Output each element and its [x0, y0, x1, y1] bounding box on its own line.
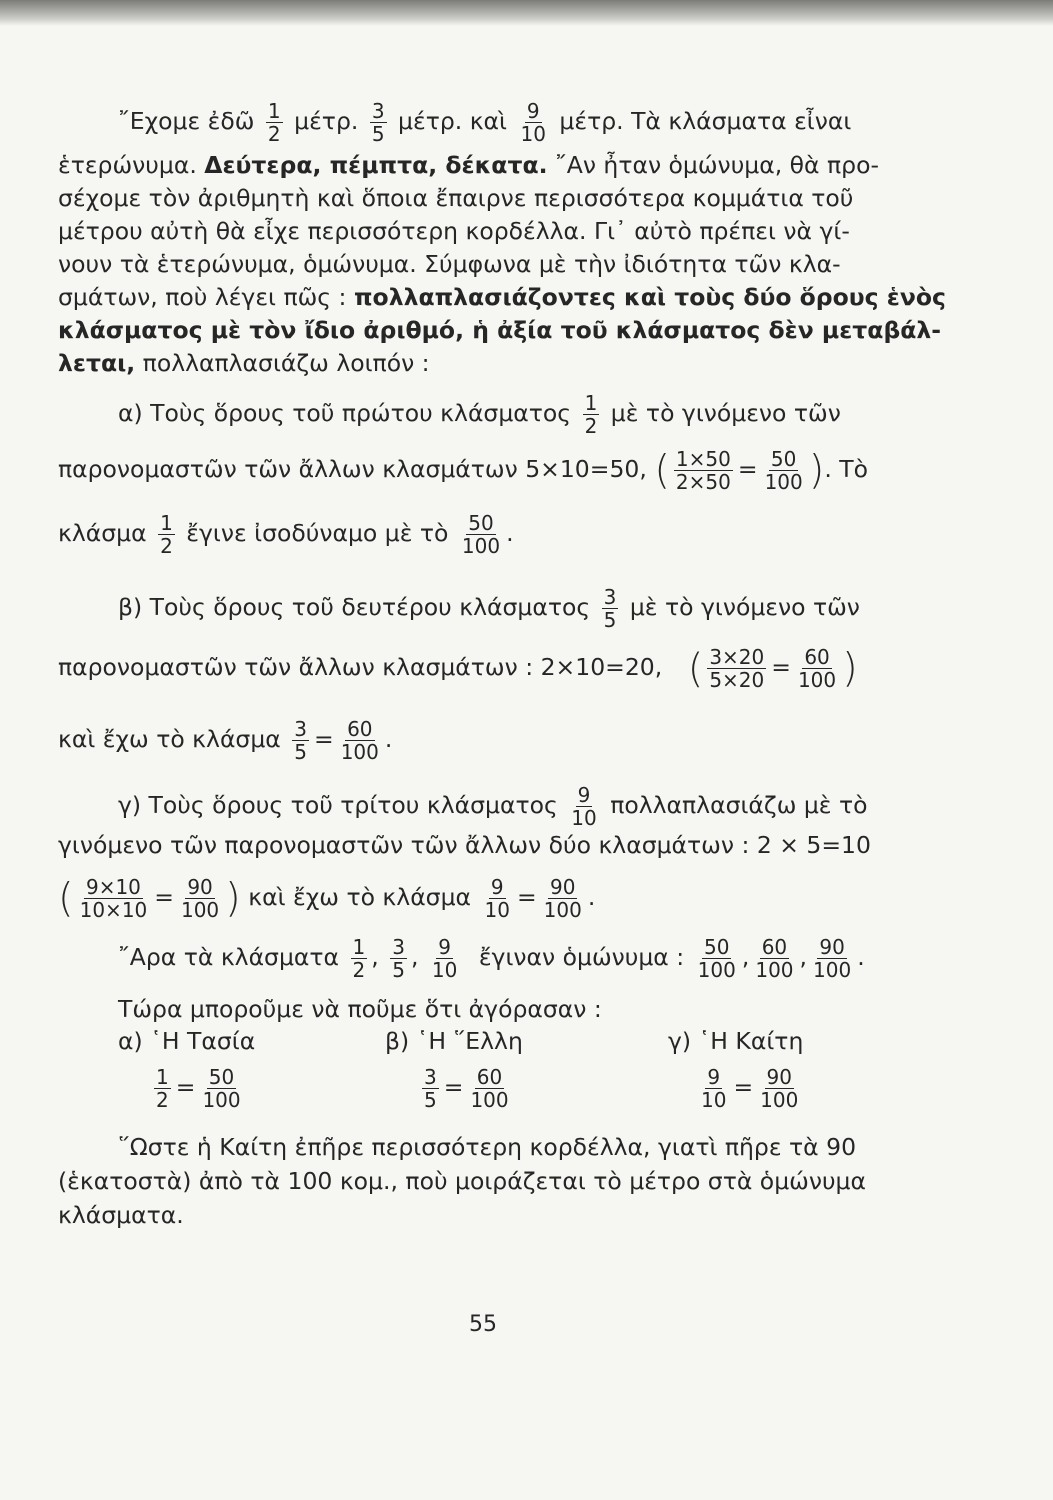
- fraction: $\frac{1}{2}$: [352, 935, 366, 982]
- conclusion-line2: (ἑκατοστὰ) ἀπὸ τὰ 100 κομ., ποὺ μοιράζεται τὸ μέτρο στὰ ὁμώνυμα: [58, 1167, 866, 1195]
- fraction: $\frac{3}{5}$: [371, 99, 385, 146]
- buyer-label: α) ῾Η Τασία: [118, 1027, 256, 1055]
- fraction: $\frac{90}{100}$: [180, 875, 220, 922]
- page-number: 55: [469, 1312, 497, 1337]
- fraction: $\frac{9}{10}$: [484, 875, 510, 922]
- fraction: $\frac{1}{2}$: [584, 391, 598, 438]
- fraction: $\frac{9}{10}$: [520, 99, 546, 146]
- fraction: $\frac{60}{100}$: [340, 717, 379, 764]
- para1-line3: σέχομε τὸν ἀριθμητὴ καὶ ὅποια ἔπαιρνε περισσότερα κομμάτια τοῦ: [58, 184, 854, 212]
- buyer-fractions: $\frac{1}{2}$ = $\frac{50}{100}$: [156, 1065, 241, 1112]
- conclusion-line3: κλάσματα.: [58, 1201, 184, 1229]
- step-b-line3: καὶ ἔχω τὸ κλάσμα $\frac{3}{5}$ = $\frac{60}{100}$ .: [58, 717, 393, 764]
- para1-line5: νουν τὰ ἑτερώνυμα, ὁμώνυμα. Σύμφωνα μὲ τὴν ἰδιότητα τῶν κλα-: [58, 250, 841, 278]
- fraction: $\frac{1}{2}$: [160, 511, 173, 558]
- fraction: $\frac{50}{100}$: [202, 1065, 241, 1112]
- para1-line1: ῎Εχομε ἐδῶ $\frac{1}{2}$ μέτρ. $\frac{3}{5}$ μέτρ. καὶ $\frac{9}{10}$ μέτρ. Τὰ κλάσματα εἶναι: [118, 99, 852, 146]
- now-line: Τώρα μποροῦμε νὰ ποῦμε ὅτι ἀγόρασαν :: [118, 995, 602, 1023]
- para1-line6: σμάτων, ποὺ λέγει πῶς : πολλαπλασιάζοντες καὶ τοὺς δύο ὅρους ἑνὸς: [58, 283, 946, 311]
- fraction: $\frac{90}{100}$: [543, 875, 582, 922]
- step-c-line1: γ) Τοὺς ὅρους τοῦ τρίτου κλάσματος $\frac{9}{10}$ πολλαπλασιάζω μὲ τὸ: [118, 783, 868, 830]
- fraction: $\frac{3}{5}$: [294, 717, 307, 764]
- fraction: $\frac{9}{10}$: [431, 935, 458, 982]
- fraction: $\frac{3\times 20}{5\times 20}$: [709, 645, 765, 692]
- para1-line7: κλάσματος μὲ τὸν ἴδιο ἀριθμό, ἡ ἀξία τοῦ κλάσματος δὲν μεταβάλ-: [58, 316, 942, 344]
- fraction: $\frac{9}{10}$: [571, 783, 597, 830]
- fraction: $\frac{1}{2}$: [267, 99, 281, 146]
- fraction: $\frac{50}{100}$: [461, 511, 501, 558]
- fraction: $\frac{60}{100}$: [797, 645, 837, 692]
- fraction: $\frac{3}{5}$: [392, 935, 405, 982]
- fraction: $\frac{90}{100}$: [760, 1065, 799, 1112]
- buyer-label: γ) ῾Η Καίτη: [668, 1027, 804, 1055]
- fraction: $\frac{3}{5}$: [424, 1065, 437, 1112]
- fraction: $\frac{90}{100}$: [813, 935, 852, 982]
- step-a-line3: κλάσμα $\frac{1}{2}$ ἔγινε ἰσοδύναμο μὲ τὸ $\frac{50}{100}$ .: [58, 511, 514, 558]
- step-a-line2: παρονομαστῶν τῶν ἄλλων κλασμάτων 5×10=50, ( $\frac{1\times 50}{2\times 50}$ = $\frac{50}{100}$ ). Τὸ: [58, 447, 869, 494]
- buyer-fractions: $\frac{9}{10}$ = $\frac{90}{100}$: [701, 1065, 799, 1112]
- fraction: $\frac{60}{100}$: [470, 1065, 509, 1112]
- para1-line8: λεται, πολλαπλασιάζω λοιπόν :: [58, 349, 430, 377]
- fraction: $\frac{9}{10}$: [701, 1065, 727, 1112]
- para1-line4: μέτρου αὐτὴ θὰ εἶχε περισσότερη κορδέλλα. Γι᾿ αὐτὸ πρέπει νὰ γί-: [58, 217, 850, 245]
- step-b-line1: β) Τοὺς ὅρους τοῦ δευτέρου κλάσματος $\frac{3}{5}$ μὲ τὸ γινόμενο τῶν: [118, 585, 860, 632]
- step-c-line3: ( $\frac{9\times 10}{10\times 10}$ = $\frac{90}{100}$ ) καὶ ἔχω τὸ κλάσμα $\frac{9}{10}$ = $\frac{90}{100}$ .: [58, 875, 596, 922]
- para1-line2: ἑτερώνυμα. Δεύτερα, πέμπτα, δέκατα. ῎Αν ἦταν ὁμώνυμα, θὰ προ-: [58, 151, 879, 179]
- buyer-fractions: $\frac{3}{5}$ = $\frac{60}{100}$: [424, 1065, 509, 1112]
- step-c-line2: γινόμενο τῶν παρονομαστῶν τῶν ἄλλων δύο κλασμάτων : 2 × 5=10: [58, 831, 871, 859]
- fraction: $\frac{60}{100}$: [755, 935, 794, 982]
- conclusion-line1: ῞Ωστε ἡ Καίτη ἐπῆρε περισσότερη κορδέλλα, γιατὶ πῆρε τὰ 90: [118, 1133, 857, 1161]
- fraction: $\frac{1\times 50}{2\times 50}$: [675, 447, 731, 494]
- fraction: $\frac{9\times 10}{10\times 10}$: [79, 875, 148, 922]
- scan-top-edge: [0, 0, 1053, 26]
- fraction: $\frac{50}{100}$: [697, 935, 736, 982]
- step-b-line2: παρονομαστῶν τῶν ἄλλων κλασμάτων : 2×10=20, ( $\frac{3\times 20}{5\times 20}$ = $\frac{60}{100}$ ): [58, 645, 858, 692]
- fraction: $\frac{1}{2}$: [156, 1065, 169, 1112]
- summary-line: ῎Αρα τὰ κλάσματα $\frac{1}{2}$ , $\frac{3}{5}$ , $\frac{9}{10}$ ἔγιναν ὁμώνυμα : $\frac{50}{100}$ , $\frac{60}{100}$ , $\frac{90}{100}$ .: [118, 935, 865, 982]
- step-a-line1: α) Τοὺς ὅρους τοῦ πρώτου κλάσματος $\frac{1}{2}$ μὲ τὸ γινόμενο τῶν: [118, 391, 841, 438]
- fraction: $\frac{50}{100}$: [764, 447, 803, 494]
- buyer-label: β) ῾Η ῞Ελλη: [385, 1027, 523, 1055]
- fraction: $\frac{3}{5}$: [603, 585, 617, 632]
